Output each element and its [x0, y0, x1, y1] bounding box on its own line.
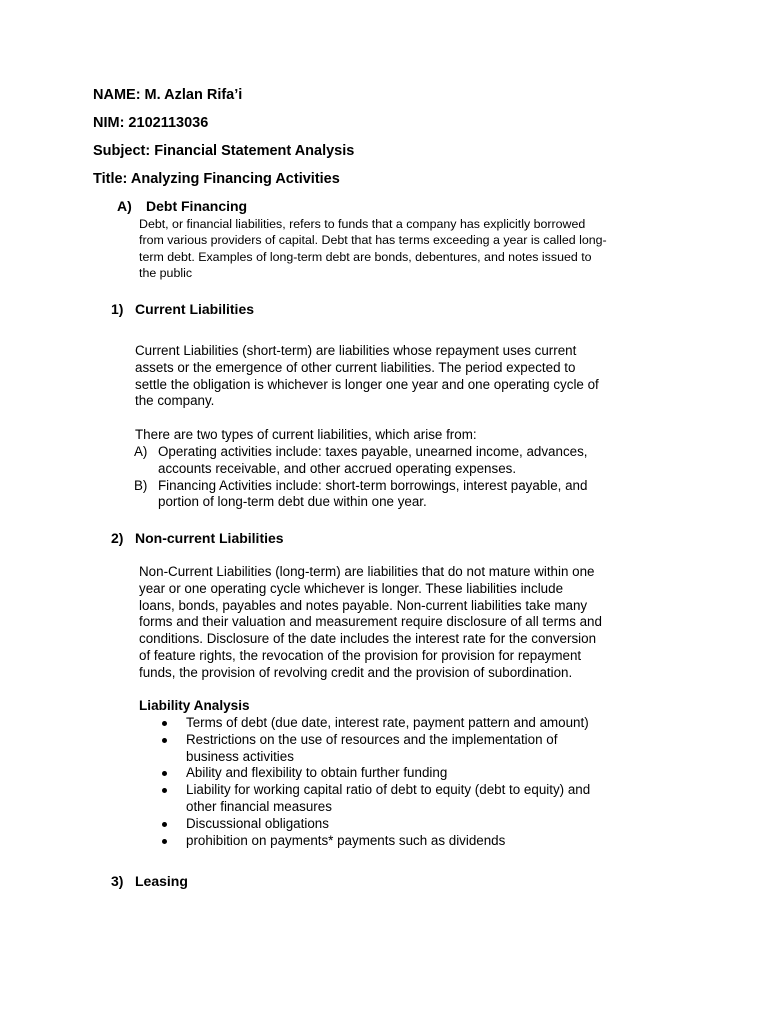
student-name: NAME: M. Azlan Rifa’i — [93, 87, 243, 103]
list-item-line: Financing Activities include: short-term borrowings, interest payable, and — [158, 477, 588, 493]
list-item-line: accounts receivable, and other accrued operating expenses. — [158, 460, 517, 476]
bullet-icon — [162, 771, 167, 776]
bullet-line: Liability for working capital ratio of debt to equity (debt to equity) and — [186, 782, 591, 798]
section-1-body — [135, 343, 599, 410]
para-line: Current Liabilities (short-term) are liabilities whose repayment uses current — [135, 343, 577, 358]
current-liability-types-list — [134, 444, 588, 511]
bullet-item — [160, 833, 590, 850]
bullet-line: Terms of debt (due date, interest rate, payment pattern and amount) — [186, 715, 589, 730]
list-marker: B) — [134, 477, 148, 493]
list-item — [134, 478, 588, 512]
bullet-icon — [162, 721, 167, 726]
para-line: settle the obligation is whichever is longer one year and one operating cycle of — [135, 376, 599, 392]
bullet-item — [160, 732, 590, 766]
bullet-line: Discussional obligations — [186, 815, 329, 831]
section-a-heading — [117, 198, 247, 214]
para-line: from various providers of capital. Debt that has terms exceeding a year is called long- — [139, 233, 607, 248]
para-line: loans, bonds, payables and notes payable. Non-current liabilities take many — [139, 597, 588, 613]
section-1-marker: 1) — [111, 301, 124, 317]
liability-analysis-heading: Liability Analysis — [139, 698, 250, 713]
bullet-line: other financial measures — [186, 798, 332, 814]
liability-analysis-list — [160, 715, 590, 849]
bullet-icon — [162, 738, 167, 743]
section-2-title: Non-current Liabilities — [135, 530, 284, 546]
para-line: assets or the emergence of other current liabilities. The period expected to — [135, 359, 576, 375]
para-line: conditions. Disclosure of the date includes the interest rate for the conversion — [139, 631, 597, 647]
para-line: funds, the provision of revolving credit and the provision of subordination. — [139, 664, 573, 680]
list-item-line: portion of long-term debt due within one year. — [158, 494, 427, 510]
bullet-item — [160, 765, 590, 782]
para-line: Debt, or financial liabilities, refers to funds that a company has explicitly borrowed — [139, 217, 586, 231]
bullet-line: Restrictions on the use of resources and the implementation of — [186, 731, 558, 747]
section-1-heading — [111, 301, 254, 317]
section-3-marker: 3) — [111, 873, 124, 889]
bullet-icon — [162, 839, 167, 844]
bullet-line: Ability and flexibility to obtain further funding — [186, 765, 448, 781]
para-line: forms and their valuation and measurement require disclosure of all terms and — [139, 614, 602, 630]
section-2-marker: 2) — [111, 530, 124, 546]
list-item-line: Operating activities include: taxes payable, unearned income, advances, — [158, 444, 588, 459]
bullet-item — [160, 782, 590, 816]
list-marker: A) — [134, 444, 148, 459]
bullet-item — [160, 715, 590, 732]
bullet-line: business activities — [186, 748, 294, 764]
list-item — [134, 444, 588, 478]
section-2-body — [139, 564, 602, 682]
para-line: Non-Current Liabilities (long-term) are liabilities that do not mature within one — [139, 564, 595, 579]
title-line: Title: Analyzing Financing Activities — [93, 171, 340, 187]
student-nim: NIM: 2102113036 — [93, 115, 209, 131]
bullet-icon — [162, 788, 167, 793]
bullet-line: prohibition on payments* payments such as dividends — [186, 832, 506, 848]
para-line: the public — [139, 265, 193, 280]
subject-line: Subject: Financial Statement Analysis — [93, 143, 355, 159]
section-3-heading — [111, 873, 188, 889]
para-line: term debt. Examples of long-term debt are bonds, debentures, and notes issued to — [139, 249, 592, 264]
bullet-item — [160, 816, 590, 833]
section-3-title: Leasing — [135, 873, 188, 889]
bullet-icon — [162, 822, 167, 827]
section-a-title: Debt Financing — [146, 198, 248, 214]
para-line: of feature rights, the revocation of the provision for provision for repayment — [139, 647, 582, 663]
section-1-title: Current Liabilities — [135, 301, 255, 317]
section-2-heading — [111, 530, 284, 546]
section-a-marker: A) — [117, 198, 132, 214]
para-line: the company. — [135, 393, 215, 409]
section-1-intro: There are two types of current liabilities, which arise from: — [135, 427, 477, 442]
para-line: year or one operating cycle whichever is longer. These liabilities include — [139, 580, 564, 596]
section-a-body — [139, 216, 607, 281]
